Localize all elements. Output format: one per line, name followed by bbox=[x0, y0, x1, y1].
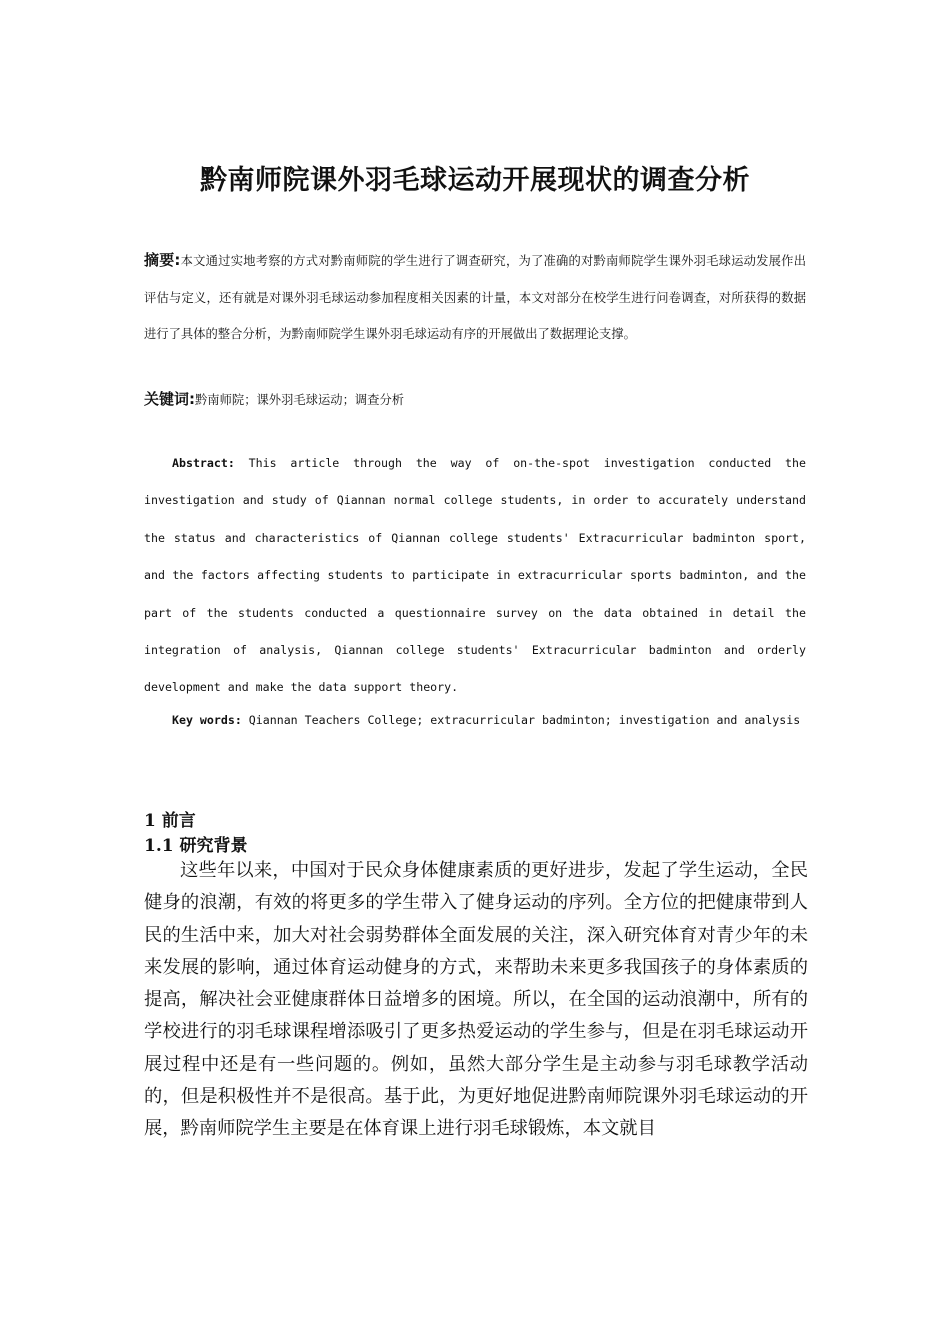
subsection-heading: 1.1 研究背景 bbox=[144, 836, 248, 856]
chinese-abstract-text: 本文通过实地考察的方式对黔南师院的学生进行了调查研究，为了准确的对黔南师院学生课外羽毛球运动发展作出评估与定义，还有就是对课外羽毛球运动参加程度相关因素的计量，本文对部分在校学生进行问卷调查，对所获得的数据进行了具体的整合分析，为黔南师院学生课外羽毛球运动有序的开展做出了数据理论支撑。 bbox=[144, 254, 806, 341]
english-abstract-label: Abstract: bbox=[172, 456, 235, 470]
chinese-keywords-label: 关键词: bbox=[144, 390, 195, 408]
english-keywords bbox=[144, 702, 806, 739]
english-abstract bbox=[144, 445, 806, 707]
chinese-abstract bbox=[144, 242, 806, 353]
section-heading: 1 前言 bbox=[144, 811, 196, 831]
chinese-keywords bbox=[144, 386, 806, 413]
english-keywords-text: Qiannan Teachers College; extracurricular badminton; investigation and analysis bbox=[248, 713, 801, 727]
paper-title: 黔南师院课外羽毛球运动开展现状的调查分析 bbox=[200, 165, 750, 196]
body-paragraph: 这些年以来，中国对于民众身体健康素质的更好进步，发起了学生运动，全民健身的浪潮，有效的将更多的学生带入了健身运动的序列。全方位的把健康带到人民的生活中来，加大对社会弱势群体全面发展的关注，深入研究体育对青少年的未来发展的影响，通过体育运动健身的方式，来帮助未来更多我国孩子的身体素质的提高，解决社会亚健康群体日益增多的困境。所以，在全国的运动浪潮中，所有的学校进行的羽毛球课程增添吸引了更多热爱运动的学生参与，但是在羽毛球运动开展过程中还是有一些问题的。例如，虽然大部分学生是主动参与羽毛球教学活动的，但是积极性并不是很高。基于此，为更好地促进黔南师院课外羽毛球运动的开展，黔南师院学生主要是在体育课上进行羽毛球锻炼，本文就目 bbox=[144, 860, 808, 1140]
chinese-abstract-label: 摘要: bbox=[144, 251, 181, 269]
english-keywords-label: Key words: bbox=[172, 713, 242, 727]
english-abstract-text: This article through the way of on-the-spot investigation conducted the investigation and study of Qiannan normal college students, in order to accurately understand the status and characteristics of Qiannan college students' Extracurricular badminton sport, and the factors affecting students to participate in extracurricular sports badminton, and the part of the students conducted a questionnaire survey on the data obtained in detail the integration of analysis, Qiannan college students' Extracurricular badminton and orderly development and make the data support theory. bbox=[144, 456, 806, 695]
chinese-keywords-text: 黔南师院；课外羽毛球运动；调查分析 bbox=[195, 393, 405, 407]
